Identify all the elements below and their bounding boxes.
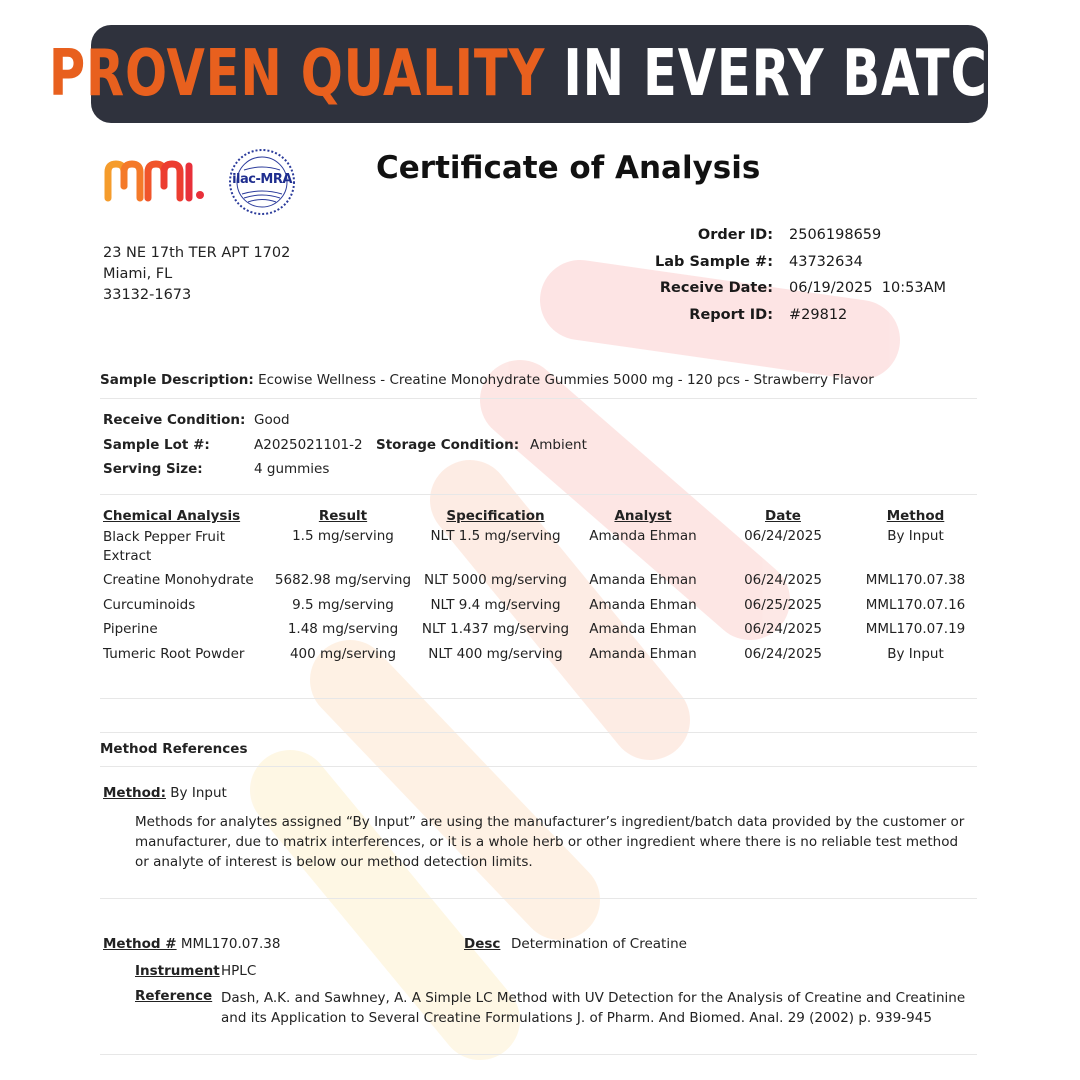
mml-logo-icon: [103, 158, 207, 206]
order-label: Report ID:: [689, 306, 773, 323]
table-cell: MML170.07.16: [865, 596, 966, 613]
storage-condition-label: Storage Condition:: [376, 437, 520, 453]
table-row: [103, 646, 978, 671]
method-number: [103, 936, 280, 952]
column-header: Chemical Analysis: [103, 508, 241, 524]
column-header: Method: [886, 508, 945, 524]
banner-accent-text: PROVEN QUALITY: [48, 37, 546, 111]
divider: [100, 766, 977, 767]
sample-lot-label: Sample Lot #:: [103, 437, 210, 453]
receive-condition-value: Good: [254, 412, 290, 428]
desc-label: Desc: [464, 936, 501, 952]
order-value: #29812: [789, 306, 848, 323]
table-cell: Amanda Ehman: [589, 621, 697, 637]
table-cell: 1.5 mg/serving: [292, 528, 394, 544]
table-cell: 06/24/2025: [744, 645, 822, 662]
order-value: 43732634: [789, 253, 863, 270]
method-by-input: [103, 785, 227, 801]
order-row: [560, 302, 946, 329]
table-row: [103, 597, 978, 622]
ilac-mra-seal-icon: [228, 148, 296, 216]
table-cell: NLT 1.437 mg/serving: [421, 621, 570, 637]
table-header-row: [103, 508, 978, 528]
serving-size-label: Serving Size:: [103, 461, 203, 477]
order-info: [560, 222, 946, 328]
table-row: [103, 572, 978, 597]
sample-description-label: Sample Description:: [100, 372, 254, 388]
desc-value: Determination of Creatine: [511, 936, 687, 952]
column-header: Result: [318, 508, 368, 524]
table-cell: 06/24/2025: [744, 621, 822, 637]
order-label: Receive Date:: [659, 280, 773, 297]
sample-description: [100, 372, 874, 388]
order-label: Lab Sample #:: [655, 253, 773, 270]
column-header: Analyst: [614, 508, 672, 524]
table-cell: Piperine: [103, 621, 158, 637]
sample-description-value: Ecowise Wellness - Creatine Monohydrate Gummies 5000 mg - 120 pcs - Strawberry Flavor: [258, 372, 874, 388]
table-cell: NLT 400 mg/serving: [428, 645, 563, 662]
table-cell: 400 mg/serving: [289, 645, 397, 662]
serving-size-value: 4 gummies: [254, 461, 330, 477]
address-block: [103, 243, 290, 306]
reference-value: Dash, A.K. and Sawhney, A. A Simple LC Method with UV Detection for the Analysis of Creatine and Creatinine and its Application to Several Creatine Formulations J. of Pharm. And Biomed. Anal. 29 (2002) p. 939-945: [221, 990, 966, 1026]
divider: [100, 398, 977, 399]
order-value: 06/19/2025 10:53AM: [789, 280, 947, 297]
table-cell: Amanda Ehman: [589, 528, 697, 544]
seal-label: ilac-MRA: [232, 172, 292, 187]
table-cell: Amanda Ehman: [589, 596, 697, 613]
method-number-label: Method #: [103, 936, 177, 952]
receive-condition-label: Receive Condition:: [103, 412, 246, 428]
promo-banner: [48, 25, 1031, 123]
column-header: Date: [765, 508, 801, 524]
method-references-heading: Method References: [100, 741, 248, 757]
order-row: [560, 249, 946, 276]
method-value: By Input: [170, 785, 227, 801]
divider: [100, 732, 977, 733]
table-cell: Amanda Ehman: [589, 572, 697, 588]
table-cell: Curcuminoids: [103, 596, 196, 613]
table-cell: MML170.07.19: [865, 621, 966, 637]
table-cell: 1.48 mg/serving: [287, 621, 399, 637]
banner-white-text: IN EVERY BATCH: [563, 37, 1031, 111]
method-label: Method:: [103, 785, 166, 801]
method-number-value: MML170.07.38: [180, 936, 281, 952]
method-description: Methods for analytes assigned “By Input” are using the manufacturer’s ingredient/batch data provided by the customer or manufacturer, due to matrix interferences, or it is a whole herb or other ingredient where there is no reliable test method or analyte of interest is below our method detection limits.: [135, 814, 965, 870]
table-cell: NLT 5000 mg/serving: [424, 572, 567, 588]
instrument-value: HPLC: [221, 963, 257, 979]
table-cell: 9.5 mg/serving: [292, 596, 394, 613]
table-cell: 5682.98 mg/serving: [274, 572, 412, 588]
table-cell: MML170.07.38: [865, 572, 966, 588]
order-label: Order ID:: [697, 227, 773, 244]
address-line: 33132-1673: [103, 287, 192, 303]
column-header: Specification: [446, 508, 545, 524]
table-cell: NLT 1.5 mg/serving: [430, 528, 561, 544]
table-cell: Amanda Ehman: [589, 645, 697, 662]
table-cell: Tumeric Root Powder: [103, 645, 245, 662]
table-cell: By Input: [887, 528, 944, 544]
table-cell: By Input: [887, 645, 944, 662]
order-row: [560, 222, 946, 249]
divider: [100, 698, 977, 699]
instrument-label: Instrument: [135, 963, 220, 979]
table-row: [103, 528, 978, 572]
table-row: [103, 621, 978, 646]
table-cell: 06/24/2025: [744, 572, 822, 588]
table-cell: Black Pepper Fruit Extract: [103, 529, 226, 564]
analysis-table: [103, 508, 978, 670]
banner-text: [49, 37, 1030, 111]
divider: [100, 1054, 977, 1055]
address-line: 23 NE 17th TER APT 1702: [103, 245, 291, 261]
table-cell: NLT 9.4 mg/serving: [430, 596, 561, 613]
divider: [100, 494, 977, 495]
table-cell: 06/24/2025: [744, 528, 822, 544]
storage-condition-value: Ambient: [530, 437, 587, 453]
order-value: 2506198659: [789, 227, 882, 244]
table-cell: Creatine Monohydrate: [103, 572, 254, 588]
address-line: Miami, FL: [103, 266, 173, 282]
sample-lot-value: A2025021101-2: [254, 437, 363, 453]
reference-label: Reference: [135, 988, 213, 1004]
page-title: Certificate of Analysis: [376, 150, 761, 186]
order-row: [560, 275, 946, 302]
table-cell: 06/25/2025: [744, 596, 822, 613]
divider: [100, 898, 977, 899]
